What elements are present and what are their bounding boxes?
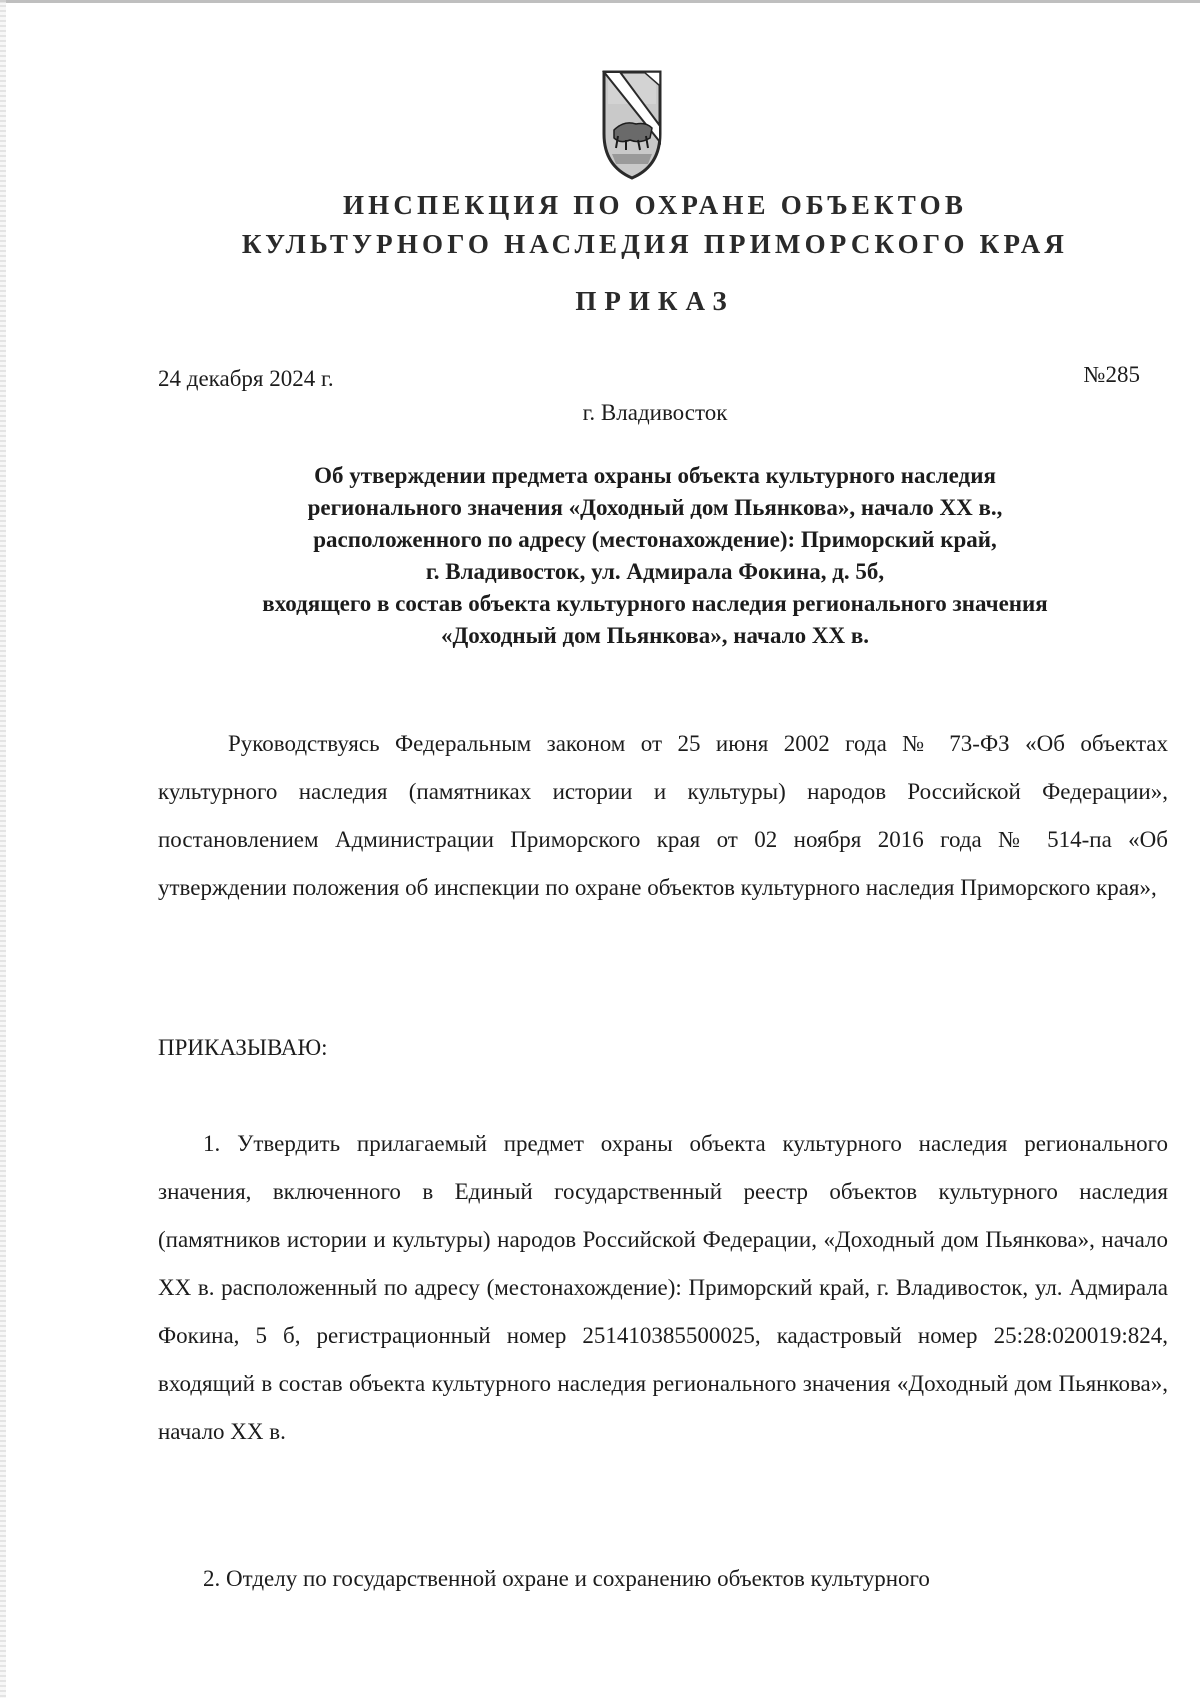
title-line: расположенного по адресу (местонахождение): Приморский край,: [313, 527, 997, 552]
scan-edge-top: [0, 0, 1200, 3]
document-date: 24 декабря 2024 г.: [158, 366, 334, 391]
document-number: №285: [1083, 362, 1140, 387]
coat-of-arms-icon: [600, 64, 664, 182]
order-item-2: 2. Отделу по государственной охране и сохранению объектов культурного: [203, 1566, 930, 1591]
order-item-1: 1. Утвердить прилагаемый предмет охраны объекта культурного наследия регионального значения, включенного в Единый государственный реестр объектов культурного наследия (памятников истории и культуры) народов Российской Федерации, «Доходный дом Пьянкова», начало XX в. расположенный по адресу (местонахождение): Приморский край, г. Владивосток, ул. Адмирала Фокина, 5 б, регистрационный номер 251410385500025, кадастровый номер 25:28:020019:824, входящий в состав объекта культурного наследия регионального значения «Доходный дом Пьянкова», начало XX в.: [158, 1131, 1168, 1444]
title-line: г. Владивосток, ул. Адмирала Фокина, д. 5б,: [425, 559, 885, 584]
title-line: Об утверждении предмета охраны объекта культурного наследия: [314, 463, 996, 488]
order-word: ПРИКАЗЫВАЮ:: [158, 1035, 328, 1060]
document-city: г. Владивосток: [582, 400, 728, 425]
title-line: входящего в состав объекта культурного наследия регионального значения: [262, 591, 1048, 616]
title-line: «Доходный дом Пьянкова», начало XX в.: [440, 623, 869, 648]
org-name-line-2: КУЛЬТУРНОГО НАСЛЕДИЯ ПРИМОРСКОГО КРАЯ: [241, 229, 1069, 259]
org-name-line-1: ИНСПЕКЦИЯ ПО ОХРАНЕ ОБЪЕКТОВ: [342, 190, 968, 220]
preamble-paragraph: Руководствуясь Федеральным законом от 25 июня 2002 года № 73-ФЗ «Об объектах культурного наследия (памятниках истории и культуры) народов Российской Федерации», постановлением Администрации Приморского края от 02 ноября 2016 года № 514-па «Об утверждении положения об инспекции по охране объектов культурного наследия Приморского края»,: [158, 731, 1168, 900]
document-title: [140, 460, 1170, 652]
document-type: ПРИКАЗ: [575, 286, 735, 316]
title-line: регионального значения «Доходный дом Пьянкова», начало XX в.,: [307, 495, 1003, 520]
scan-edge-left: [0, 0, 6, 1698]
